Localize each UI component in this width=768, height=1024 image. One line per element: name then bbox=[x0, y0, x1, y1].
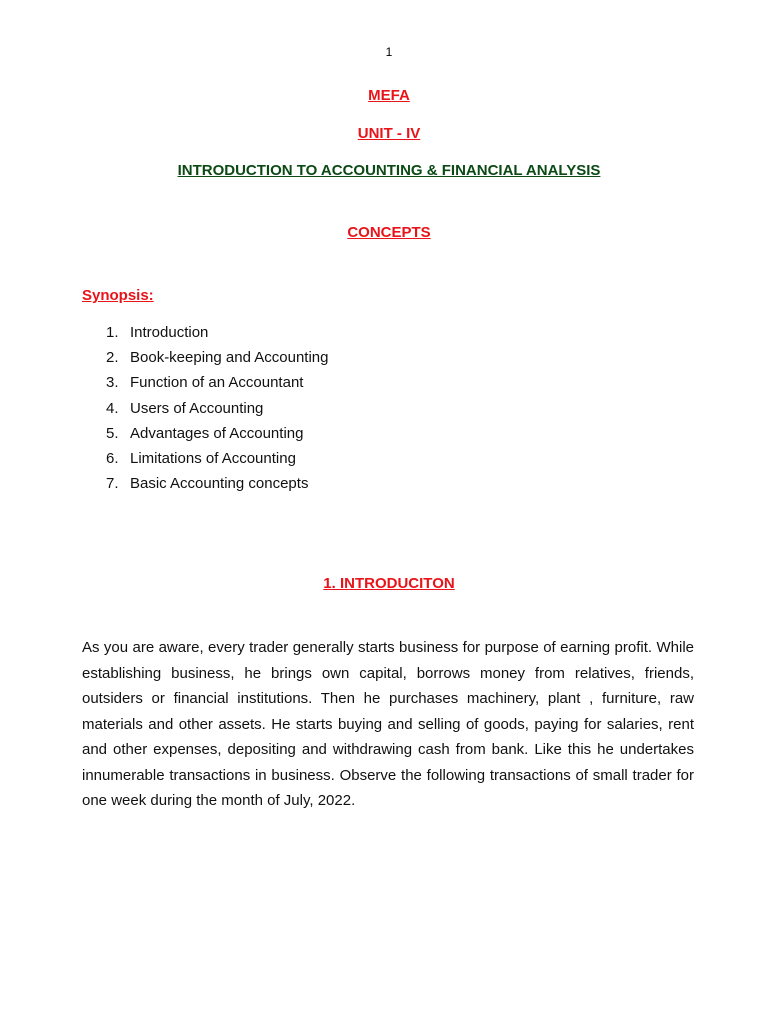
synopsis-list bbox=[82, 323, 328, 499]
synopsis-item-label: Limitations of Accounting bbox=[130, 449, 296, 467]
synopsis-item-label: Users of Accounting bbox=[130, 399, 264, 417]
synopsis-item bbox=[82, 323, 328, 348]
synopsis-item bbox=[82, 373, 328, 398]
synopsis-item-label: Book-keeping and Accounting bbox=[130, 349, 329, 367]
synopsis-item bbox=[82, 474, 328, 499]
synopsis-item-label: Function of an Accountant bbox=[130, 374, 304, 392]
synopsis-item-number: 4. bbox=[106, 399, 119, 417]
concepts-heading: CONCEPTS bbox=[347, 224, 431, 241]
section-heading: 1. INTRODUCITON bbox=[323, 575, 455, 592]
synopsis-item-number: 6. bbox=[106, 449, 119, 467]
body-paragraph: As you are aware, every trader generally starts business for purpose of earning profit. While establishing business, he brings own capital, borrows money from relatives, friends, outsiders or financial institutions. Then he purchases machinery, plant , furniture, raw materials and other assets. He starts buying and selling of goods, paying for salaries, rent and other expenses, depositing and withdrawing cash from bank. Like this he undertakes innumerable transactions in business. Observe the following transactions of small trader for one week during the month of July, 2022. bbox=[82, 639, 694, 809]
unit-heading: UNIT - IV bbox=[357, 125, 421, 142]
synopsis-item-number: 7. bbox=[106, 475, 119, 493]
synopsis-item-label: Advantages of Accounting bbox=[130, 424, 304, 442]
synopsis-item-label: Introduction bbox=[130, 324, 209, 341]
synopsis-item-label: Basic Accounting concepts bbox=[130, 475, 309, 493]
chapter-title: INTRODUCTION TO ACCOUNTING & FINANCIAL ANALYSIS bbox=[177, 162, 601, 179]
synopsis-item bbox=[82, 399, 328, 424]
page-number: 1 bbox=[385, 45, 393, 59]
synopsis-item bbox=[82, 449, 328, 474]
synopsis-item-number: 2. bbox=[106, 349, 119, 367]
synopsis-item-number: 3. bbox=[106, 374, 119, 392]
synopsis-item-number: 1. bbox=[106, 324, 119, 341]
synopsis-item bbox=[82, 348, 328, 373]
synopsis-item-number: 5. bbox=[106, 424, 119, 442]
synopsis-item bbox=[82, 424, 328, 449]
document-title: MEFA bbox=[368, 87, 410, 104]
synopsis-label: Synopsis: bbox=[82, 287, 154, 304]
